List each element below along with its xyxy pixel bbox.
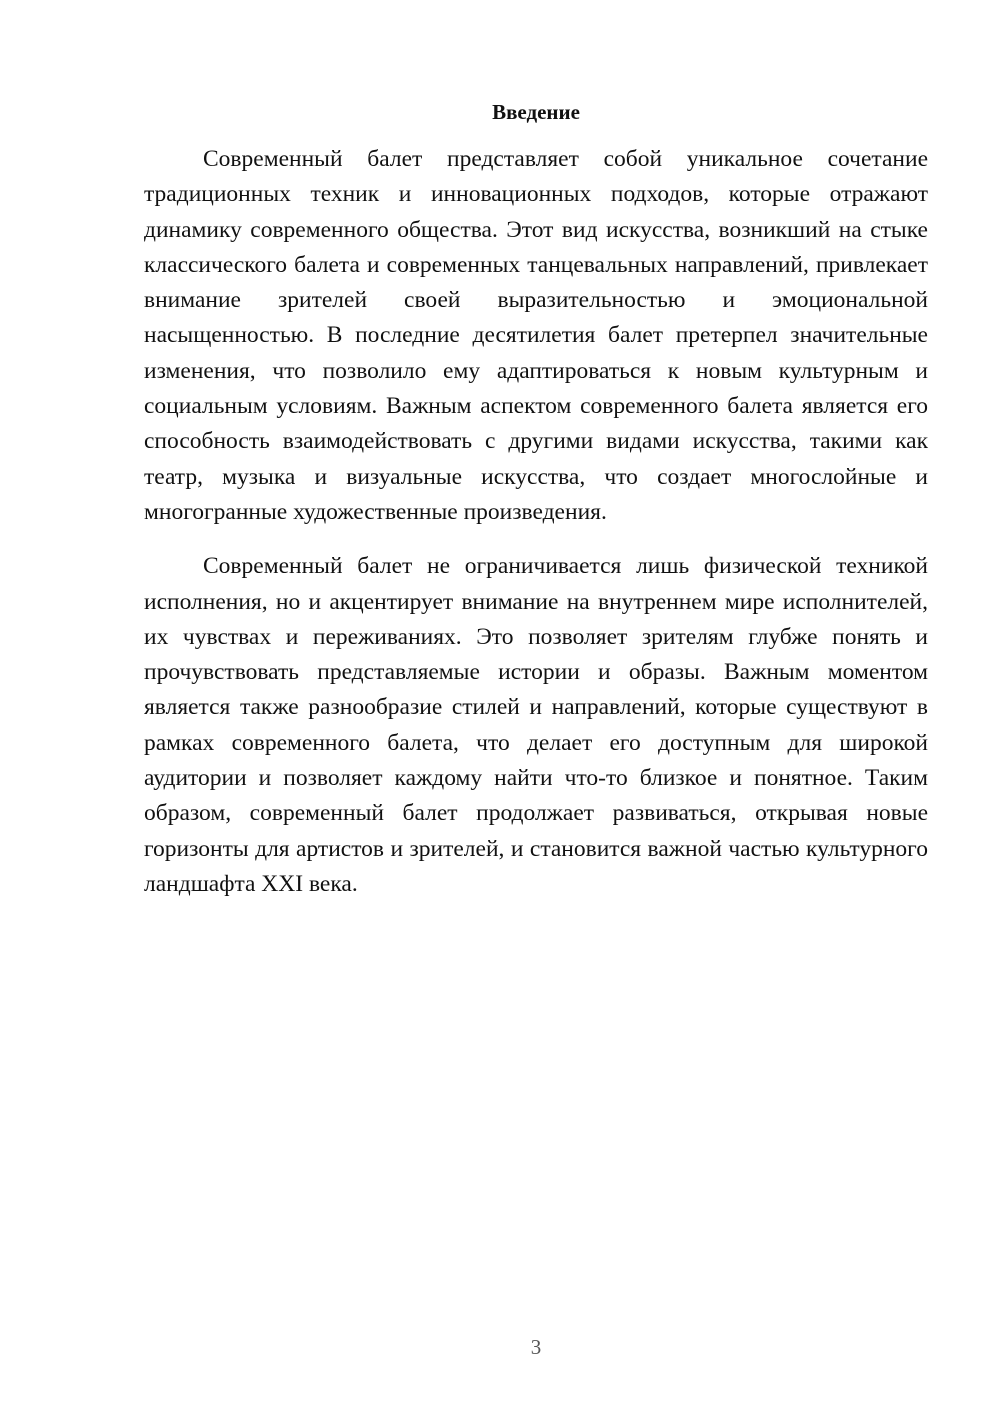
section-title: Введение bbox=[492, 100, 580, 124]
page-number: 3 bbox=[530, 1335, 542, 1359]
paragraph-2: Современный балет не ограничивается лишь физической техникой исполнения, но и акцентирует внимание на внутреннем мире исполнителей, их чувствах и переживаниях. Это позволяет зрителям глубже понять и прочувствовать представляемые истории и образы. Важным моментом является также разнообразие стилей и направлений, которые существуют в рамках современного балета, что делает его доступным для широкой аудитории и позволяет каждому найти что-то близкое и понятное. Таким образом, современный балет продолжает развиваться, открывая новые горизонты для артистов и зрителей, и становится важной частью культурного ландшафта XXI века. bbox=[144, 553, 928, 897]
body-text bbox=[144, 142, 928, 902]
paragraph-1: Современный балет представляет собой уникальное сочетание традиционных техник и инновационных подходов, которые отражают динамику современного общества. Этот вид искусства, возникший на стыке классического балета и современных танцевальных направлений, привлекает внимание зрителей своей выразительностью и эмоциональной насыщенностью. В последние десятилетия балет претерпел значительные изменения, что позволило ему адаптироваться к новым культурным и социальным условиям. Важным аспектом современного балета является его способность взаимодействовать с другими видами искусства, такими как театр, музыка и визуальные искусства, что создает многослойные и многогранные художественные произведения. bbox=[144, 146, 928, 525]
